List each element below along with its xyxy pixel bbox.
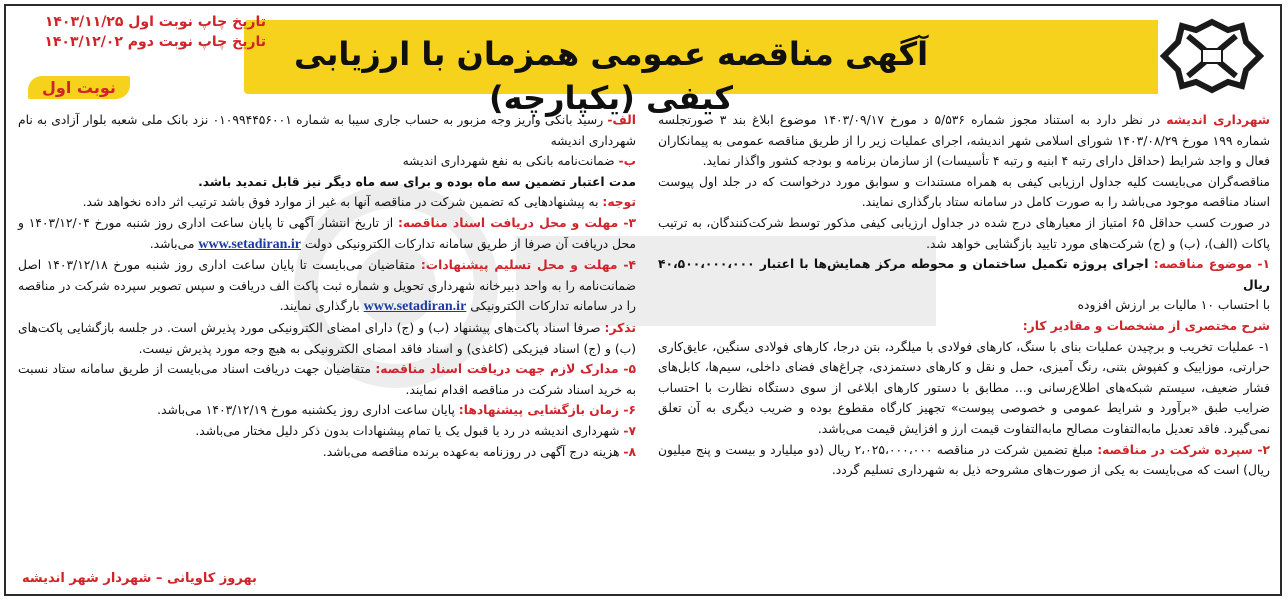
deposit-label: ۲- سپرده شرکت در مناقصه: — [1097, 442, 1270, 457]
guarantee-validity: مدت اعتبار تضمین سه ماه بوده و برای سه ماه دیگر نیز قابل تمدید باشد. — [198, 174, 636, 189]
s3-text: از تاریخ انتشار آگهی تا پایان ساعت اداری روز شنبه مورخ ۱۴۰۳/۱۲/۰۴ و محل دریافت آن صرفا از طریق سامانه تدارکات الکترونیکی دولت — [18, 215, 636, 251]
note-paragraph — [18, 192, 636, 213]
option-be — [18, 151, 636, 172]
section-5 — [18, 359, 636, 400]
deposit-text: مبلغ تضمین شرکت در مناقصه ۲،۰۲۵،۰۰۰،۰۰۰ ریال (دو میلیارد و بیست و پنج میلیون ریال) است که می‌بایست به یکی از صورت‌های مشروحه ذیل به شهرداری تسلیم گردد. — [658, 442, 1270, 478]
section-4 — [18, 255, 636, 318]
s7-text: شهرداری اندیشه در رد یا قبول یک یا تمام پیشنهادات بدون ذکر دلیل مختار می‌باشد. — [195, 423, 624, 438]
deposit-paragraph — [658, 440, 1270, 481]
s6-label: ۶- زمان بازگشایی پیشنهادها: — [458, 403, 636, 418]
be-label: ب- — [618, 154, 636, 169]
subject-label: ۱- موضوع مناقصه: — [1153, 257, 1271, 272]
remark-text: صرفا اسناد پاکت‌های پیشنهاد (ب) و (ج) دارای امضای الکترونیکی مورد پذیرش است. در جلسه بازگشایی پاکت‌های (ب) و (ج) اسناد فیزیکی (کاغذی) و اسناد فاقد امضای الکترونیکی به هیچ وجه مورد پذیرش نیست. — [18, 320, 636, 356]
s4-label: ۴- مهلت و محل تسلیم پیشنهادات: — [420, 258, 636, 273]
remark-label: تذکر: — [604, 320, 636, 335]
turn-badge: نوبت اول — [28, 76, 130, 99]
note-label: توجه: — [602, 195, 636, 210]
vat-note: با احتساب ۱۰ مالیات بر ارزش افزوده — [1077, 298, 1270, 313]
specs-heading: شرح مختصری از مشخصات و مقادیر کار: — [1022, 318, 1270, 333]
section-3 — [18, 213, 636, 255]
qualification-paragraph: مناقصه‌گران می‌بایست کلیه جداول ارزیابی کیفی به همراه مستندات و سوابق مورد درخواست که در جلد اول پیوست اسناد مناقصه موجود می‌باشد را به صورت کامل در سامانه ستاد بارگذاری نمایند. — [658, 174, 1270, 210]
option-alef — [18, 110, 636, 151]
tender-notice — [4, 4, 1282, 596]
s5-text: متقاضیان جهت دریافت اسناد می‌بایست از طریق سامانه ستاد نسبت به خرید اسناد شرکت در مناقصه اقدام نمایند. — [18, 362, 636, 397]
s3-label: ۳- مهلت و محل دریافت اسناد مناقصه: — [397, 215, 636, 230]
print-dates — [16, 12, 266, 52]
specs-text: ۱- عملیات تخریب و برچیدن عملیات بنای با سنگ، کارهای فولادی با میلگرد، بتن درجا، کارهای فولادی سنگین، عایق‌کاری حرارتی، موزاییک و کفپوش بتنی، رنگ آمیزی، حمل و نقل و کارهای دستمزدی، چراغ‌های فضای داخلی، سیم‌ها، کابل‌های فشار ضعیف، سیستم شبکه‌های اطلاع‌رسانی و... مطابق با دستور کارهای ابلاغی از سوی دستگاه نظارت با احتساب ضرایب طبق «برآورد و شرایط عمومی و خصوصی پیوست» تجهیز کارگاه مقطوع بوده و ضریب دیگری به آن تعلق نمی‌گیرد. فاقد تعدیل مابه‌التفاوت مصالح مابه‌التفاوت قیمت ارز و افزایش قیمت می‌باشد. — [658, 339, 1270, 436]
section-6 — [18, 400, 636, 421]
s4-text: متقاضیان می‌بایست تا پایان ساعت اداری روز شنبه مورخ ۱۴۰۳/۱۲/۱۸ اصل ضمانت‌نامه را به واحد دبیرخانه شهرداری تحویل و شماره ثبت پاکت الف دریافت و سپس تصویر سپرده شرکت در مناقصه را در سامانه تدارکات الکترونیکی — [18, 258, 636, 314]
municipality-logo-icon — [1158, 16, 1266, 96]
scoring-paragraph: در صورت کسب حداقل ۶۵ امتیاز از معیارهای درج شده در جداول ارزیابی کیفی مذکور توسط شرکت‌کنندگان، به ترتیب پاکات (الف)، (ب) و (ج) شرکت‌های مورد تایید بازگشایی خواهد شد. — [658, 215, 1271, 251]
s8-label: ۸- — [623, 444, 636, 459]
subject-paragraph — [658, 254, 1270, 295]
left-column — [18, 110, 636, 462]
s4-link[interactable]: www.setadiran.ir — [363, 299, 467, 315]
section-8 — [18, 442, 636, 463]
right-column — [658, 110, 1270, 481]
section-7 — [18, 421, 636, 442]
s6-text: پایان ساعت اداری روز یکشنبه مورخ ۱۴۰۳/۱۲/۱۹ می‌باشد. — [157, 403, 459, 418]
be-text: ضمانت‌نامه بانکی به نفع شهرداری اندیشه — [402, 154, 619, 169]
note-text: به پیشنهادهایی که تضمین شرکت در مناقصه آنها به غیر از موارد فوق باشد ترتیب اثر داده نخواهد شد. — [82, 195, 603, 210]
notice-header — [6, 6, 1280, 117]
remark-paragraph — [18, 318, 636, 359]
intro-text: در نظر دارد به استناد مجوز شماره ۵/۵۳۶ د مورخ ۱۴۰۳/۰۹/۱۷ موضوع ابلاغ بند ۳ صورتجلسه شماره ۱۹۹ مورخ ۱۴۰۳/۰۸/۲۹ شورای اسلامی شهر اندیشه، اجرای عملیات زیر را از طریق مناقصه عمومی به پیمانکاران فعال و واجد شرایط (حداقل دارای رتبه ۴ ابنیه و رتبه ۴ تأسیسات) از سازمان برنامه و بودجه کشور واگذار نماید. — [658, 113, 1271, 169]
issuer-name: شهرداری اندیشه — [1166, 113, 1270, 127]
subject-text: اجرای پروژه تکمیل ساختمان و محوطه مرکز همایش‌ها با اعتبار ۴۰،۵۰۰،۰۰۰،۰۰۰ ریال — [658, 257, 1270, 292]
s4-tail: بارگذاری نمایند. — [279, 299, 364, 314]
alef-label: الف- — [607, 113, 636, 127]
first-print-date: تاریخ چاپ نوبت اول ۱۴۰۳/۱۱/۲۵ — [44, 14, 266, 30]
s3-tail: می‌باشد. — [149, 236, 199, 251]
s7-label: ۷- — [623, 423, 636, 438]
signature-line: بهروز کاویانی – شهردار شهر اندیشه — [22, 571, 257, 586]
second-print-date: تاریخ چاپ نوبت دوم ۱۴۰۳/۱۲/۰۲ — [44, 34, 266, 50]
s8-text: هزینه درج آگهی در روزنامه به‌عهده برنده مناقصه می‌باشد. — [322, 444, 624, 459]
intro-paragraph — [658, 110, 1270, 172]
notice-title: آگهی مناقصه عمومی همزمان با ارزیابی کیفی (یکپارچه) — [293, 35, 929, 117]
alef-text: رسید بانکی واریز وجه مزبور به حساب جاری سیبا به شماره ۰۱۰۹۹۴۴۵۶۰۰۱ نزد بانک ملی شعبه بلوار آزادی به نام شهرداری اندیشه — [18, 113, 636, 148]
s3-link[interactable]: www.setadiran.ir — [198, 236, 302, 252]
s5-label: ۵- مدارک لازم جهت دریافت اسناد مناقصه: — [375, 362, 636, 377]
